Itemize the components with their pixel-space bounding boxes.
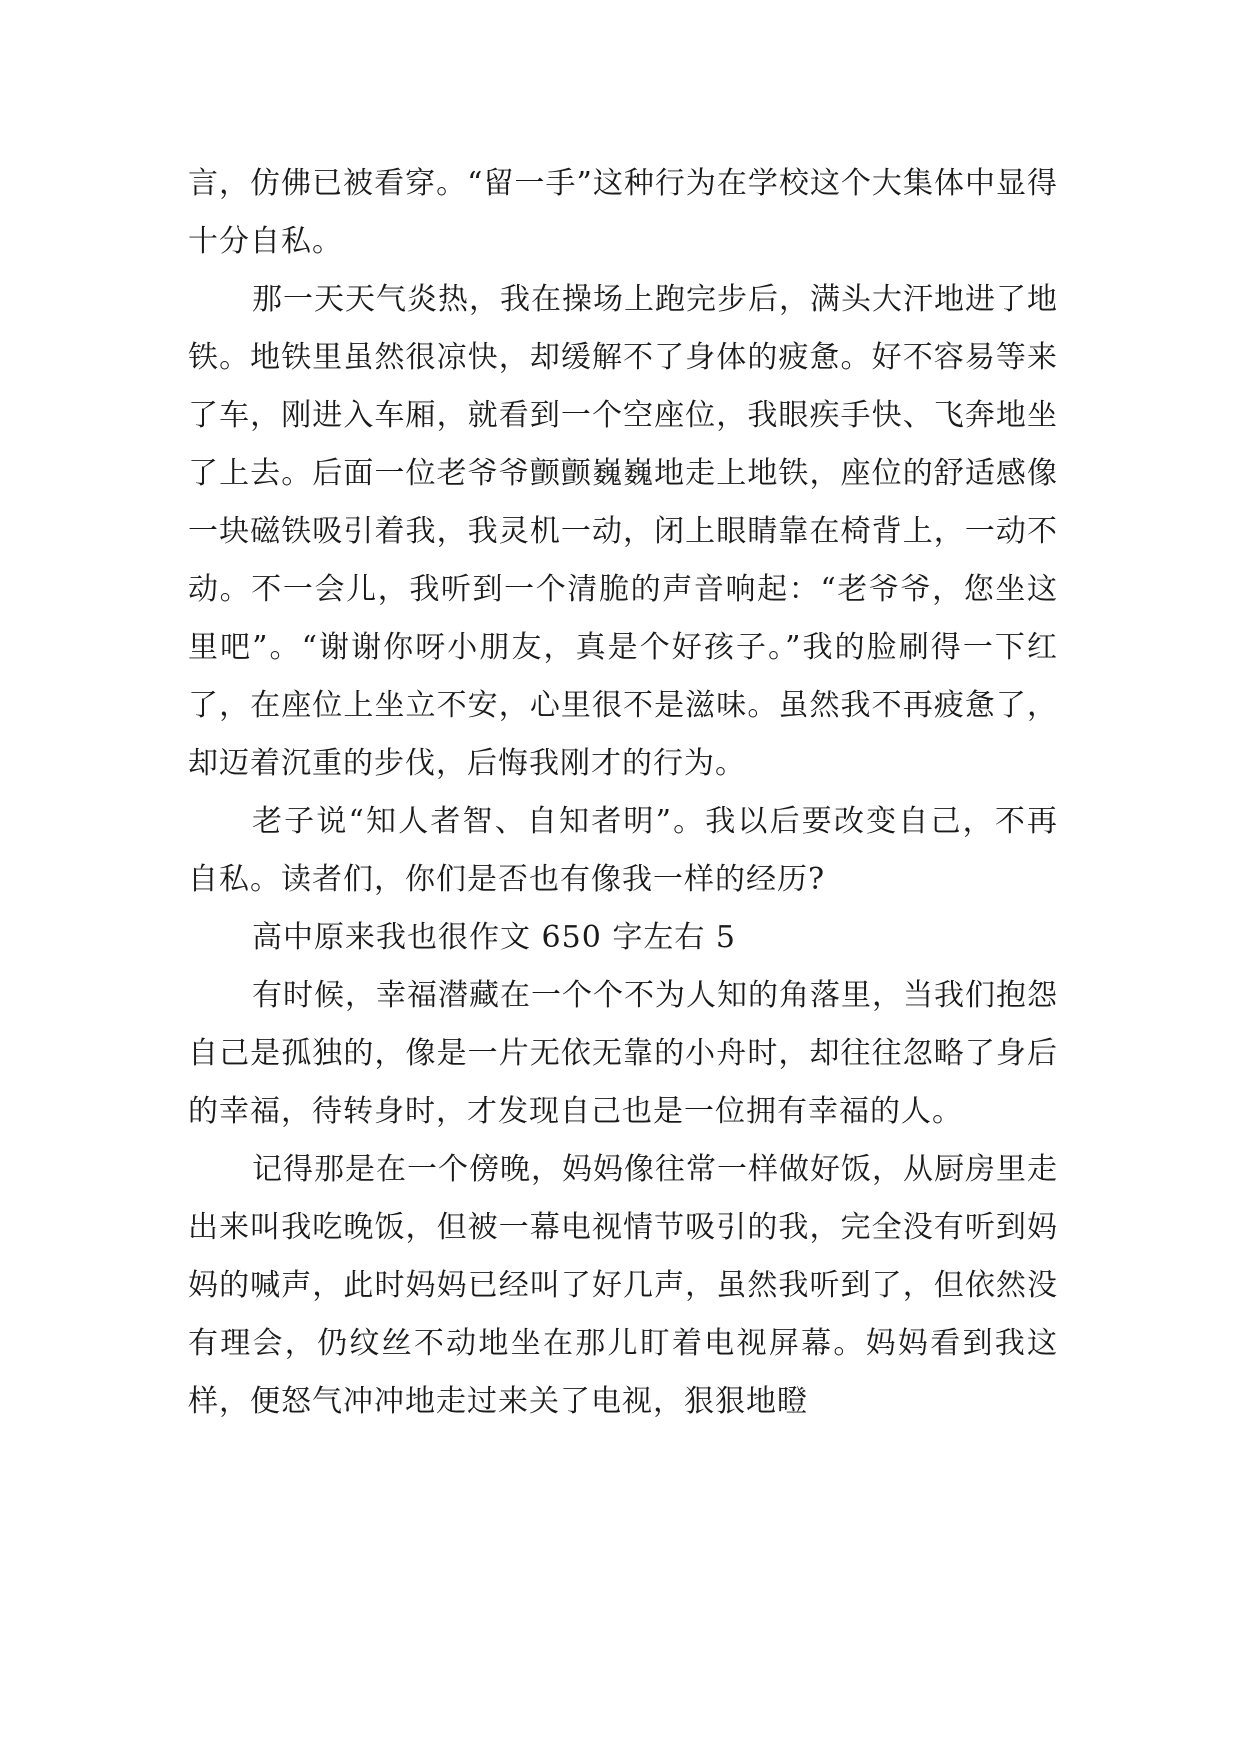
paragraph-1: 言，仿佛已被看穿。“留一手”这种行为在学校这个大集体中显得十分自私。 xyxy=(188,166,1058,259)
document-body xyxy=(188,155,1058,1431)
paragraph-3: 老子说“知人者智、自知者明”。我以后要改变自己，不再自私。读者们，你们是否也有像我一样的经历? xyxy=(188,804,1058,897)
paragraph-5: 记得那是在一个傍晚，妈妈像往常一样做好饭，从厨房里走出来叫我吃晚饭，但被一幕电视情节吸引的我，完全没有听到妈妈的喊声，此时妈妈已经叫了好几声，虽然我听到了，但依然没有理会，仍纹丝不动地坐在那儿盯着电视屏幕。妈妈看到我这样，便怒气冲冲地走过来关了电视，狠狠地瞪 xyxy=(188,1152,1058,1419)
paragraph-4: 有时候，幸福潜藏在一个个不为人知的角落里，当我们抱怨自己是孤独的，像是一片无依无靠的小舟时，却往往忽略了身后的幸福，待转身时，才发现自己也是一位拥有幸福的人。 xyxy=(188,978,1058,1129)
section-heading: 高中原来我也很作文 650 字左右 5 xyxy=(252,920,736,955)
paragraph-2: 那一天天气炎热，我在操场上跑完步后，满头大汗地进了地铁。地铁里虽然很凉快，却缓解不了身体的疲惫。好不容易等来了车，刚进入车厢，就看到一个空座位，我眼疾手快、飞奔地坐了上去。后面一位老爷爷颤颤巍巍地走上地铁，座位的舒适感像一块磁铁吸引着我，我灵机一动，闭上眼睛靠在椅背上，一动不动。不一会儿，我听到一个清脆的声音响起：“老爷爷，您坐这里吧”。“谢谢你呀小朋友，真是个好孩子。”我的脸刷得一下红了，在座位上坐立不安，心里很不是滋味。虽然我不再疲惫了，却迈着沉重的步伐，后悔我刚才的行为。 xyxy=(188,282,1058,781)
